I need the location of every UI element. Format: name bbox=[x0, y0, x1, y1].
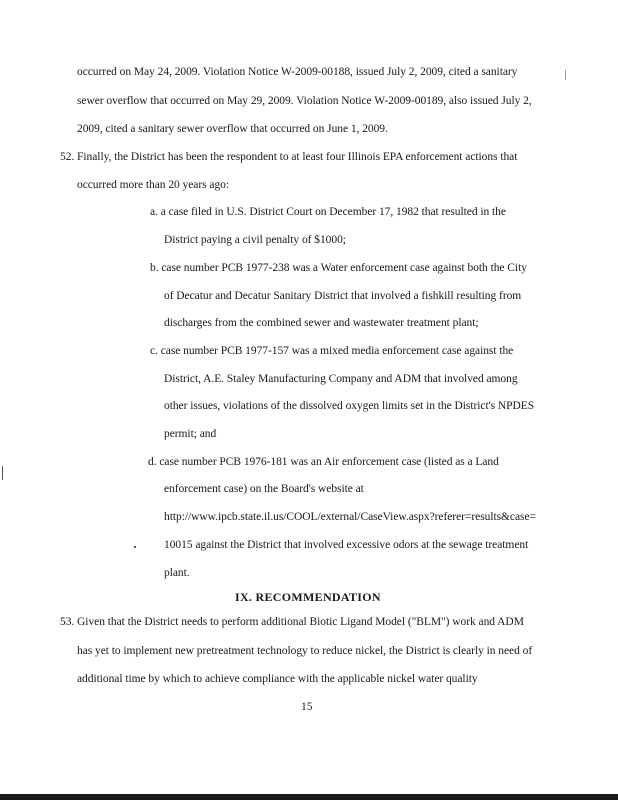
list-item-c-line-2: District, A.E. Staley Manufacturing Company and ADM that involved among bbox=[164, 373, 518, 385]
paragraph-53-line-2: has yet to implement new pretreatment technology to reduce nickel, the District is clearly in need of bbox=[77, 645, 533, 657]
paragraph-51-line-1: occurred on May 24, 2009. Violation Notice W-2009-00188, issued July 2, 2009, cited a sanitary bbox=[77, 66, 518, 78]
list-item-c-line-1: c. case number PCB 1977-157 was a mixed media enforcement case against the bbox=[150, 345, 514, 357]
paragraph-51-line-2: sewer overflow that occurred on May 29, 2009. Violation Notice W-2009-00189, also issued July 2, bbox=[77, 95, 532, 107]
paragraph-53-line-3: additional time by which to achieve compliance with the applicable nickel water quality bbox=[77, 673, 478, 685]
scan-artifact-mark bbox=[565, 70, 566, 80]
list-item-b-line-2: of Decatur and Decatur Sanitary District that involved a fishkill resulting from bbox=[164, 290, 522, 302]
list-item-a-line-2: District paying a civil penalty of $1000; bbox=[164, 234, 346, 246]
list-item-d-line-2: enforcement case) on the Board's website at bbox=[164, 483, 364, 495]
list-item-c-line-4: permit; and bbox=[164, 428, 217, 440]
list-item-d-url: http://www.ipcb.state.il.us/COOL/external/CaseView.aspx?referer=results&case= bbox=[164, 511, 536, 523]
scan-artifact-dot bbox=[134, 546, 136, 548]
list-item-d-line-5: plant. bbox=[164, 567, 190, 579]
paragraph-51-line-3: 2009, cited a sanitary sewer overflow that occurred on June 1, 2009. bbox=[77, 123, 388, 135]
scan-bottom-edge bbox=[0, 794, 618, 800]
list-item-d-line-4: 10015 against the District that involved excessive odors at the sewage treatment bbox=[164, 539, 529, 551]
page-number: 15 bbox=[301, 701, 313, 713]
scan-artifact-mark bbox=[2, 466, 3, 480]
paragraph-52-line-2: occurred more than 20 years ago: bbox=[77, 179, 229, 191]
paragraph-52-line-1: 52. Finally, the District has been the respondent to at least four Illinois EPA enforcement actions that bbox=[60, 151, 518, 163]
list-item-d-line-1: d. case number PCB 1976-181 was an Air enforcement case (listed as a Land bbox=[148, 456, 499, 468]
list-item-b-line-3: discharges from the combined sewer and wastewater treatment plant; bbox=[164, 317, 479, 329]
list-item-a-line-1: a. a case filed in U.S. District Court on December 17, 1982 that resulted in the bbox=[150, 206, 506, 218]
list-item-c-line-3: other issues, violations of the dissolved oxygen limits set in the District's NPDES bbox=[164, 400, 535, 412]
list-item-b-line-1: b. case number PCB 1977-238 was a Water enforcement case against both the City bbox=[150, 262, 527, 274]
paragraph-53-line-1: 53. Given that the District needs to perform additional Biotic Ligand Model ("BLM") work and ADM bbox=[60, 616, 524, 628]
section-heading-recommendation: IX. RECOMMENDATION bbox=[235, 590, 381, 604]
